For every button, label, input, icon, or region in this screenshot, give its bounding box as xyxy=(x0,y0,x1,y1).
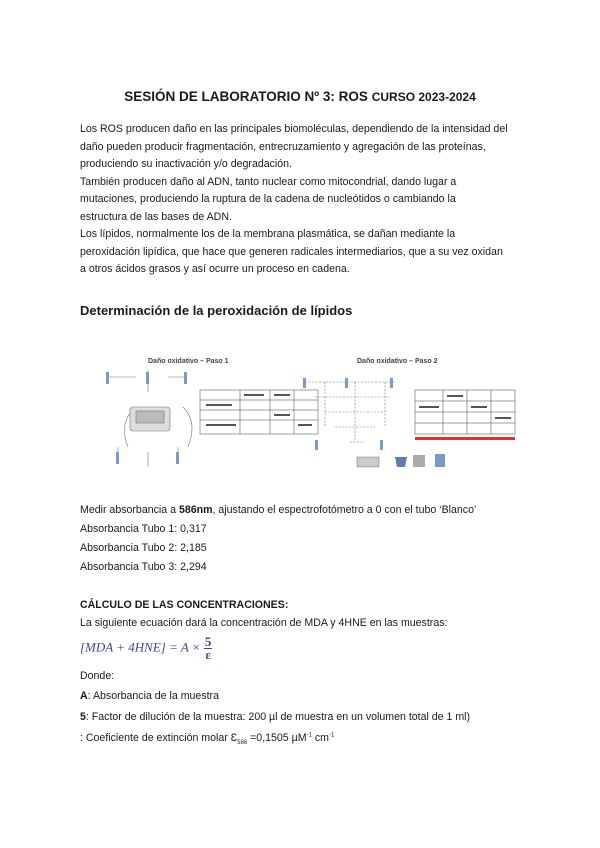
title-course: CURSO 2023-2024 xyxy=(371,90,476,104)
equation-left: [MDA + 4HNE] = A × xyxy=(80,639,201,655)
fraction-numerator: 5 xyxy=(204,634,212,649)
absorbance-tube-2: Absorbancia Tubo 2: 2,185 xyxy=(80,542,207,554)
text-line: Los lípidos, normalmente los de la membrana plasmática, se dañan mediante la xyxy=(80,228,456,240)
calc-heading: CÁLCULO DE LAS CONCENTRACIONES: xyxy=(80,599,289,611)
text-line: También producen daño al ADN, tanto nuclear como mitocondrial, dando lugar a xyxy=(80,175,457,188)
text-line: estructura de las bases de ADN. xyxy=(80,210,232,223)
definition-epsilon: : Coeficiente de extinción molar $Ɛ_{586} =0,1505$ µM$^{-1}$ $cm^{-1}$ xyxy=(80,732,335,747)
text-line: peroxidación lipídica, que hace que generen radicales intermediarios, que a su vez oxidan xyxy=(80,245,503,258)
section-heading: Determinación de la peroxidación de lípidos xyxy=(80,303,353,318)
text-line: daño pueden producir fragmentación, entrecruzamiento y agregación de las proteínas, xyxy=(80,140,486,153)
intro-paragraphs xyxy=(80,121,530,279)
title-main: SESIÓN DE LABORATORIO Nº 3: ROS xyxy=(124,89,368,104)
figure-step-2 xyxy=(295,352,520,477)
calc-intro: La siguiente ecuación dará la concentración de MDA y 4HNE en las muestras: xyxy=(80,617,448,629)
figure-step-1 xyxy=(88,352,323,477)
page-title xyxy=(0,89,600,104)
fraction-denominator: ε xyxy=(205,647,211,662)
figure-2-title: Daño oxidativo – Paso 2 xyxy=(357,358,438,365)
absorbance-tube-3: Absorbancia Tubo 3: 2,294 xyxy=(80,561,207,573)
text-line: mutaciones, produciendo la ruptura de la cadena de nucleótidos o cambiando la xyxy=(80,193,456,205)
text-line: a otros ácidos grasos y así ocurre un proceso en cadena. xyxy=(80,263,350,275)
donde-label: Donde: xyxy=(80,670,115,682)
measure-instruction: Medir absorbancia a 586nm, ajustando el espectrofotómetro a 0 con el tubo ‘Blanco’ xyxy=(80,504,477,516)
absorbance-tube-1: Absorbancia Tubo 1: 0,317 xyxy=(80,523,207,535)
equation xyxy=(80,636,212,661)
wavelength: 586nm xyxy=(178,504,213,516)
definition-5: 5: Factor de dilución de la muestra: 200 µl de muestra en un volumen total de 1 ml) xyxy=(80,711,471,723)
figure-1-title: Daño oxidativo – Paso 1 xyxy=(148,358,229,365)
definition-a: A: Absorbancia de la muestra xyxy=(80,690,219,702)
text-line: Los ROS producen daño en las principales biomoléculas, dependiendo de la intensidad del xyxy=(80,123,508,135)
equation-fraction xyxy=(204,636,213,661)
text-line: produciendo su inactivación y/o degradación. xyxy=(80,158,293,170)
